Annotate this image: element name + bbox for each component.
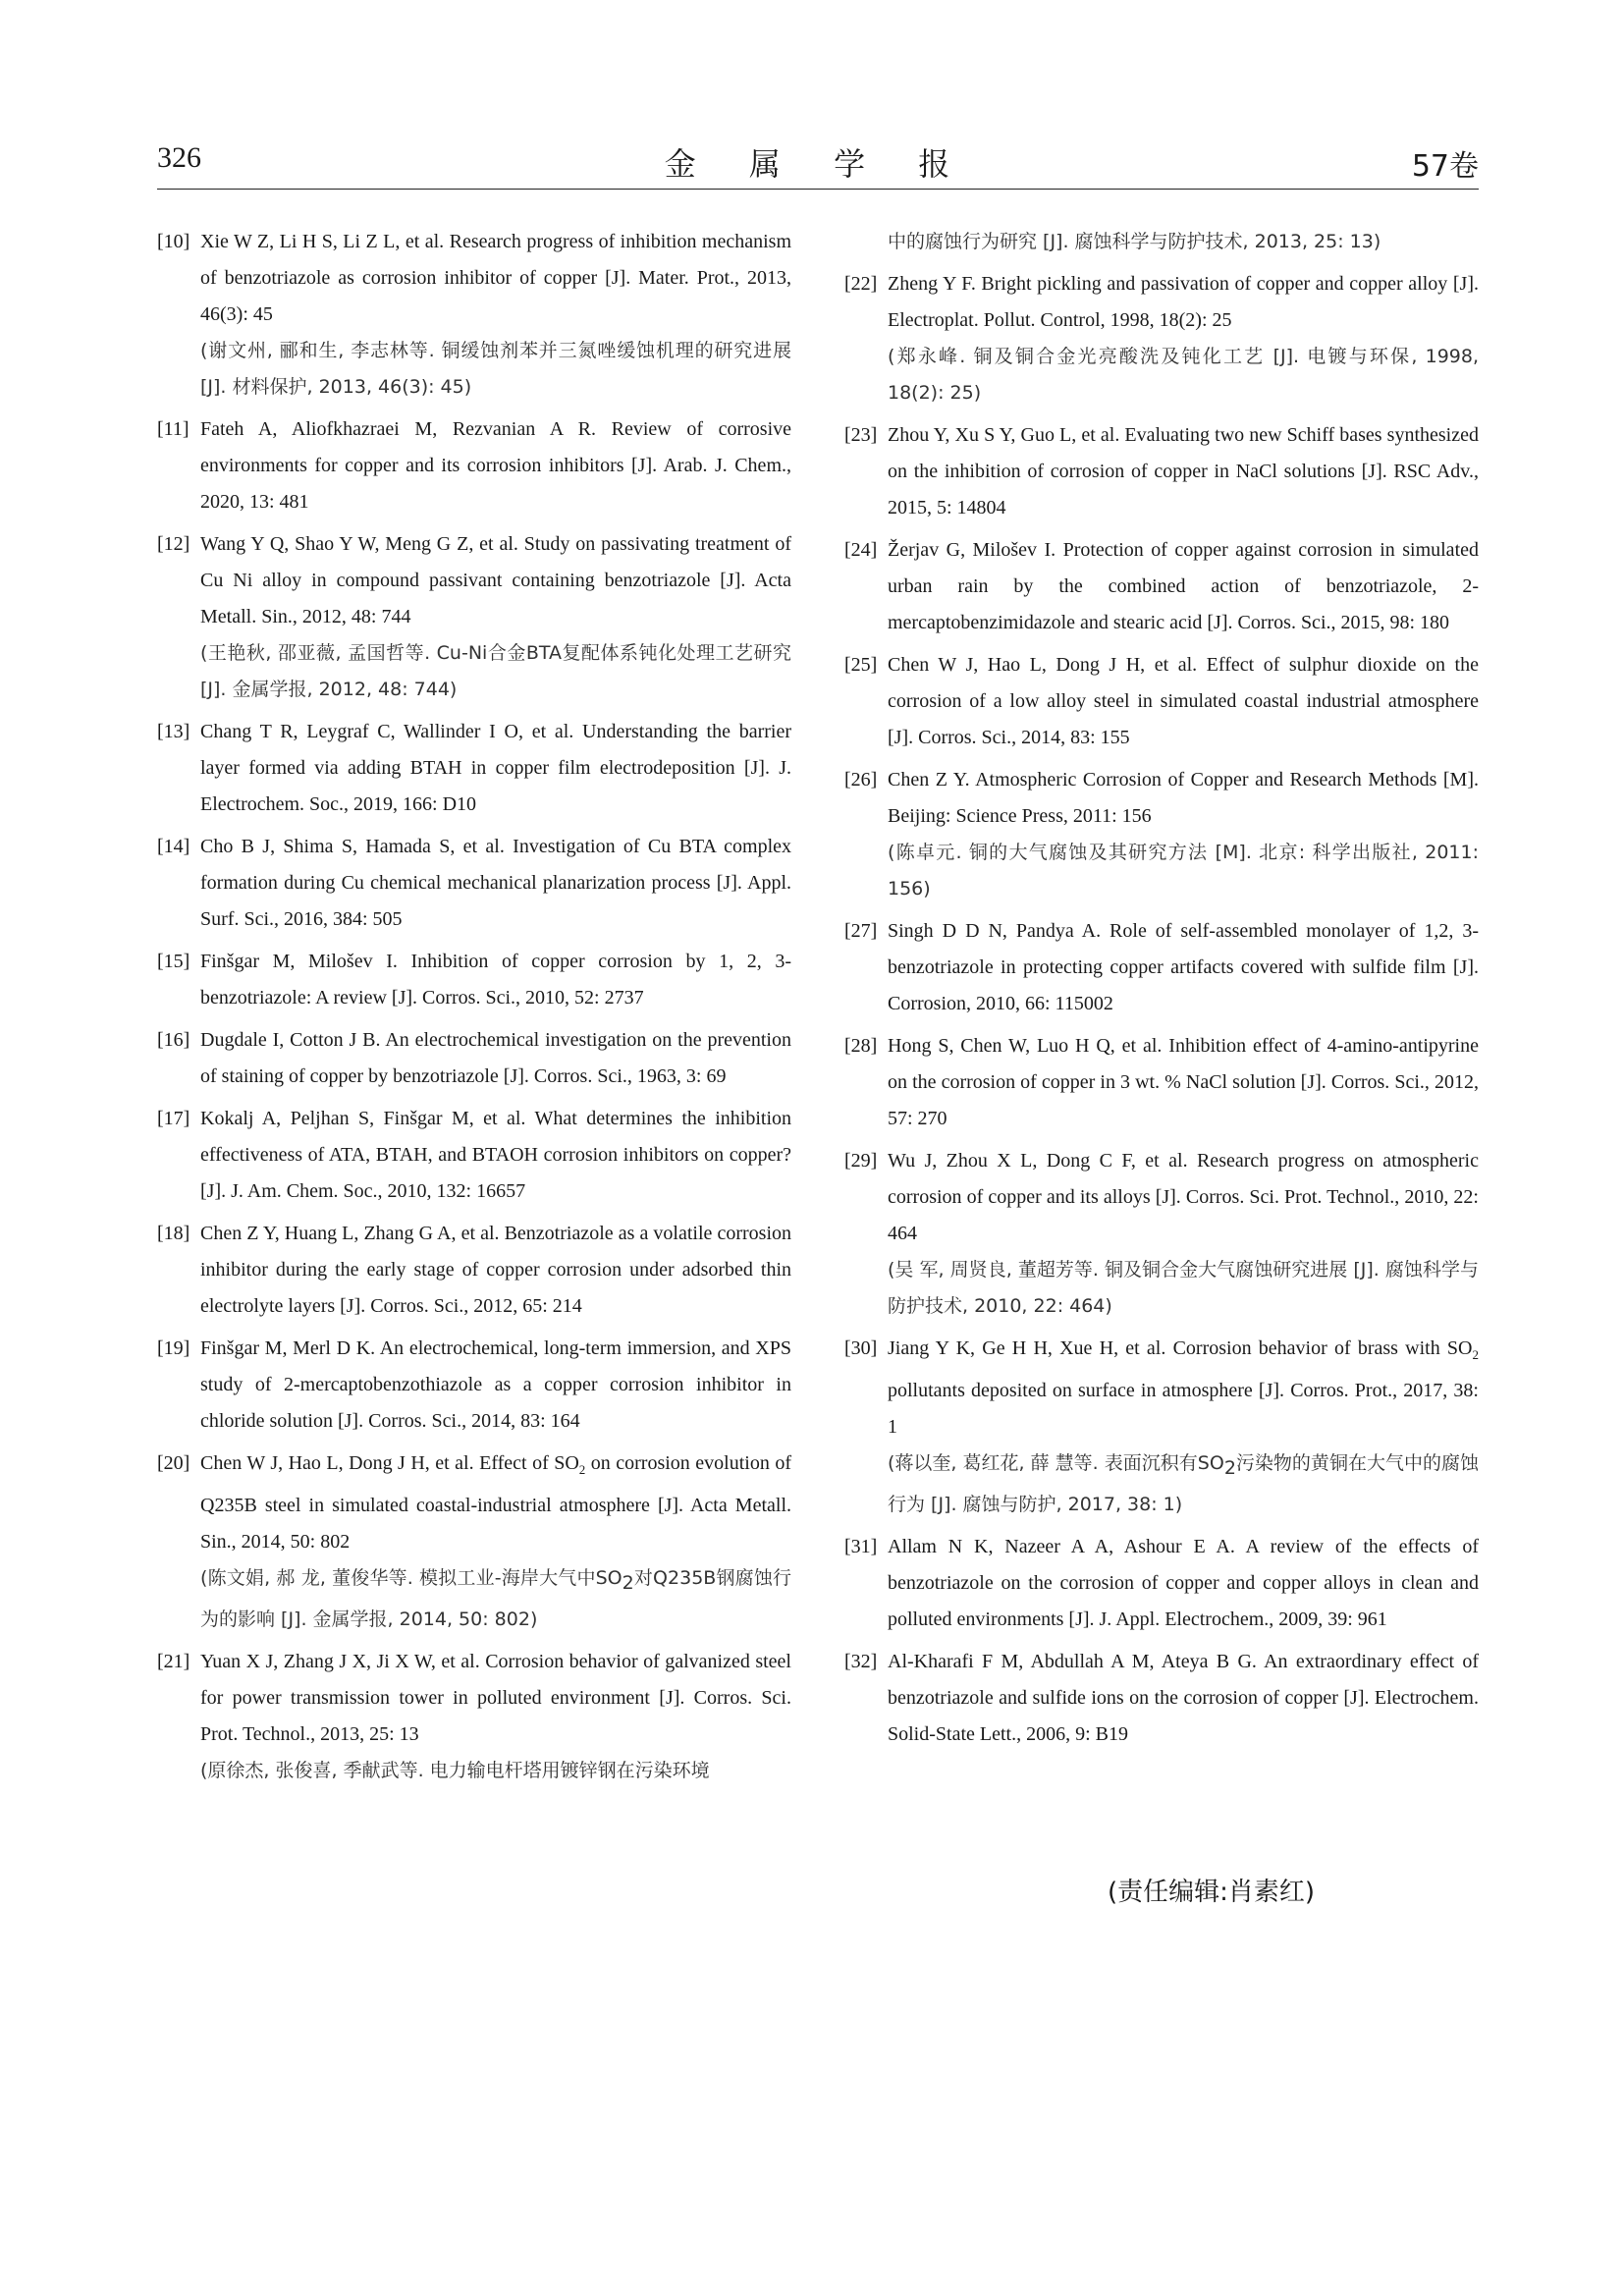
reference-number: [32] bbox=[844, 1651, 878, 1672]
reference-text: Jiang Y K, Ge H H, Xue H, et al. Corrosion behavior of brass with SO bbox=[888, 1337, 1473, 1359]
reference-text: Dugdale I, Cotton J B. An electrochemical investigation on the prevention of staining of copper by benzotriazole [J]. Corros. Sci., 1963, 3: 69 bbox=[200, 1029, 791, 1087]
reference-number: [17] bbox=[157, 1108, 190, 1129]
reference-number: [18] bbox=[157, 1223, 190, 1244]
reference-item bbox=[157, 829, 791, 938]
reference-item bbox=[844, 762, 1479, 907]
editor-note: (责任编辑:肖素红) bbox=[1108, 1878, 1316, 1907]
reference-number: [26] bbox=[844, 769, 878, 791]
reference-item bbox=[844, 913, 1479, 1022]
subscript: 2 bbox=[578, 1462, 586, 1477]
reference-text: pollutants deposited on surface in atmosphere [J]. Corros. Prot., 2017, 38: 1 bbox=[888, 1380, 1479, 1438]
reference-item bbox=[844, 1644, 1479, 1753]
reference-translation: (谢文州, 郦和生, 李志林等. 铜缓蚀剂苯并三氮唑缓蚀机理的研究进展 [J]. 材料保护, 2013, 46(3): 45) bbox=[200, 340, 791, 398]
reference-text: Finšgar M, Milošev I. Inhibition of copper corrosion by 1, 2, 3-benzotriazole: A review [J]. Corros. Sci., 2010, 52: 2737 bbox=[200, 951, 791, 1009]
reference-number: [28] bbox=[844, 1035, 878, 1057]
reference-translation: (王艳秋, 邵亚薇, 孟国哲等. Cu-Ni合金BTA复配体系钝化处理工艺研究 [J]. 金属学报, 2012, 48: 744) bbox=[200, 642, 791, 700]
reference-text: Fateh A, Aliofkhazraei M, Rezvanian A R. Review of corrosive environments for copper and its corrosion inhibitors [J]. Arab. J. Chem., 2020, 13: 481 bbox=[200, 418, 791, 513]
reference-item bbox=[157, 1022, 791, 1095]
reference-column-right bbox=[844, 224, 1479, 1759]
reference-text: Chen W J, Hao L, Dong J H, et al. Effect of SO bbox=[200, 1452, 579, 1474]
reference-item bbox=[844, 1529, 1479, 1638]
reference-text: Cho B J, Shima S, Hamada S, et al. Investigation of Cu BTA complex formation during Cu chemical mechanical planarization process [J]. Appl. Surf. Sci., 2016, 384: 505 bbox=[200, 836, 791, 930]
reference-column-left bbox=[157, 224, 791, 1795]
reference-text: Hong S, Chen W, Luo H Q, et al. Inhibition effect of 4-amino-antipyrine on the corrosion of copper in 3 wt. % NaCl solution [J]. Corros. Sci., 2012, 57: 270 bbox=[888, 1035, 1479, 1129]
reference-item bbox=[844, 266, 1479, 411]
reference-item bbox=[157, 1644, 791, 1789]
reference-continuation bbox=[844, 224, 1479, 260]
reference-number: [21] bbox=[157, 1651, 190, 1672]
reference-item bbox=[844, 417, 1479, 526]
reference-translation: 对Q235B钢腐蚀行为的影响 [J]. 金属学报, 2014, 50: 802) bbox=[200, 1567, 791, 1630]
reference-number: [20] bbox=[157, 1452, 190, 1474]
reference-number: [22] bbox=[844, 273, 878, 295]
reference-item bbox=[157, 1445, 791, 1638]
reference-number: [25] bbox=[844, 654, 878, 676]
reference-item bbox=[844, 532, 1479, 641]
reference-item bbox=[157, 1331, 791, 1440]
reference-number: [11] bbox=[157, 418, 189, 440]
reference-number: [19] bbox=[157, 1337, 190, 1359]
page-number: 326 bbox=[157, 141, 201, 174]
reference-text: Chen Z Y. Atmospheric Corrosion of Copper and Research Methods [M]. Beijing: Science Press, 2011: 156 bbox=[888, 769, 1479, 827]
reference-number: [10] bbox=[157, 231, 190, 252]
reference-number: [24] bbox=[844, 539, 878, 561]
header-rule bbox=[157, 189, 1479, 190]
reference-text: Allam N K, Nazeer A A, Ashour E A. A review of the effects of benzotriazole on the corrosion of copper and copper alloys in clean and polluted environments [J]. J. Appl. Electrochem., 2009, 39: 961 bbox=[888, 1536, 1479, 1630]
reference-text: Zheng Y F. Bright pickling and passivation of copper and copper alloy [J]. Electroplat. Pollut. Control, 1998, 18(2): 25 bbox=[888, 273, 1479, 331]
reference-text: Kokalj A, Peljhan S, Finšgar M, et al. What determines the inhibition effectiveness of ATA, BTAH, and BTAOH corrosion inhibitors on copper? [J]. J. Am. Chem. Soc., 2010, 132: 16657 bbox=[200, 1108, 791, 1202]
reference-translation: 中的腐蚀行为研究 [J]. 腐蚀科学与防护技术, 2013, 25: 13) bbox=[888, 231, 1381, 252]
reference-number: [29] bbox=[844, 1150, 878, 1172]
reference-text: Zhou Y, Xu S Y, Guo L, et al. Evaluating two new Schiff bases synthesized on the inhibition of corrosion of copper in NaCl solutions [J]. RSC Adv., 2015, 5: 14804 bbox=[888, 424, 1479, 518]
reference-number: [27] bbox=[844, 920, 878, 942]
reference-number: [12] bbox=[157, 533, 190, 555]
reference-text: Žerjav G, Milošev I. Protection of copper against corrosion in simulated urban rain by the combined action of benzotriazole, 2-mercaptobenzimidazole and stearic acid [J]. Corros. Sci., 2015, 98: 180 bbox=[888, 539, 1479, 633]
reference-number: [23] bbox=[844, 424, 878, 446]
reference-number: [30] bbox=[844, 1337, 878, 1359]
reference-text: on corrosion evolution of Q235B steel in simulated coastal-industrial atmosphere [J]. Acta Metall. Sin., 2014, 50: 802 bbox=[200, 1452, 791, 1553]
reference-item bbox=[157, 224, 791, 406]
reference-number: [16] bbox=[157, 1029, 190, 1051]
reference-text: Finšgar M, Merl D K. An electrochemical, long-term immersion, and XPS study of 2-mercaptobenzothiazole as a copper corrosion inhibitor in chloride solution [J]. Corros. Sci., 2014, 83: 164 bbox=[200, 1337, 791, 1432]
reference-text: Wang Y Q, Shao Y W, Meng G Z, et al. Study on passivating treatment of Cu Ni alloy in compound passivant containing benzotriazole [J]. Acta Metall. Sin., 2012, 48: 744 bbox=[200, 533, 791, 627]
subscript: 2 bbox=[622, 1572, 634, 1594]
reference-item bbox=[844, 1028, 1479, 1137]
reference-item bbox=[157, 944, 791, 1016]
journal-title: 金 属 学 报 bbox=[664, 145, 972, 183]
reference-translation: (吴 军, 周贤良, 董超芳等. 铜及铜合金大气腐蚀研究进展 [J]. 腐蚀科学与防护技术, 2010, 22: 464) bbox=[888, 1259, 1479, 1317]
reference-number: [15] bbox=[157, 951, 190, 972]
reference-item bbox=[157, 1216, 791, 1325]
subscript: 2 bbox=[1223, 1457, 1236, 1479]
reference-text: Chen W J, Hao L, Dong J H, et al. Effect of sulphur dioxide on the corrosion of a low alloy steel in simulated coastal industrial atmosphere [J]. Corros. Sci., 2014, 83: 155 bbox=[888, 654, 1479, 748]
reference-text: Al-Kharafi F M, Abdullah A M, Ateya B G. An extraordinary effect of benzotriazole and sulfide ions on the corrosion of copper [J]. Electrochem. Solid-State Lett., 2006, 9: B19 bbox=[888, 1651, 1479, 1745]
reference-text: Wu J, Zhou X L, Dong C F, et al. Research progress on atmospheric corrosion of copper and its alloys [J]. Corros. Sci. Prot. Technol., 2010, 22: 464 bbox=[888, 1150, 1479, 1244]
page-header bbox=[157, 137, 1479, 192]
subscript: 2 bbox=[1472, 1347, 1479, 1362]
reference-number: [13] bbox=[157, 721, 190, 742]
reference-number: [14] bbox=[157, 836, 190, 857]
reference-translation: (蒋以奎, 葛红花, 薛 慧等. 表面沉积有SO bbox=[888, 1452, 1224, 1474]
reference-translation: 污染物的黄铜在大气中的腐蚀行为 [J]. 腐蚀与防护, 2017, 38: 1) bbox=[888, 1452, 1479, 1515]
reference-item bbox=[844, 1143, 1479, 1325]
reference-text: Chang T R, Leygraf C, Wallinder I O, et al. Understanding the barrier layer formed via adding BTAH in copper film electrodeposition [J]. J. Electrochem. Soc., 2019, 166: D10 bbox=[200, 721, 791, 815]
reference-translation: (原徐杰, 张俊喜, 季献武等. 电力输电杆塔用镀锌钢在污染环境 bbox=[200, 1760, 710, 1781]
reference-item bbox=[157, 526, 791, 708]
reference-translation: (郑永峰. 铜及铜合金光亮酸洗及钝化工艺 [J]. 电镀与环保, 1998, 18(2): 25) bbox=[888, 346, 1479, 404]
reference-text: Xie W Z, Li H S, Li Z L, et al. Research progress of inhibition mechanism of benzotriazole as corrosion inhibitor of copper [J]. Mater. Prot., 2013, 46(3): 45 bbox=[200, 231, 791, 325]
reference-text: Yuan X J, Zhang J X, Ji X W, et al. Corrosion behavior of galvanized steel for power transmission tower in polluted environment [J]. Corros. Sci. Prot. Technol., 2013, 25: 13 bbox=[200, 1651, 791, 1745]
reference-translation: (陈卓元. 铜的大气腐蚀及其研究方法 [M]. 北京: 科学出版社, 2011: 156) bbox=[888, 842, 1479, 900]
volume-label: 57卷 bbox=[1411, 149, 1479, 184]
reference-item bbox=[157, 714, 791, 823]
reference-number: [31] bbox=[844, 1536, 878, 1557]
reference-item bbox=[157, 1101, 791, 1210]
reference-text: Chen Z Y, Huang L, Zhang G A, et al. Benzotriazole as a volatile corrosion inhibitor during the early stage of copper corrosion under adsorbed thin electrolyte layers [J]. Corros. Sci., 2012, 65: 214 bbox=[200, 1223, 791, 1317]
reference-item bbox=[157, 411, 791, 520]
reference-translation: (陈文娟, 郝 龙, 董俊华等. 模拟工业-海岸大气中SO bbox=[200, 1567, 623, 1589]
reference-text: Singh D D N, Pandya A. Role of self-assembled monolayer of 1,2, 3-benzotriazole in protecting copper artifacts covered with sulfide film [J]. Corrosion, 2010, 66: 115002 bbox=[888, 920, 1479, 1014]
reference-item bbox=[844, 1331, 1479, 1523]
reference-item bbox=[844, 647, 1479, 756]
